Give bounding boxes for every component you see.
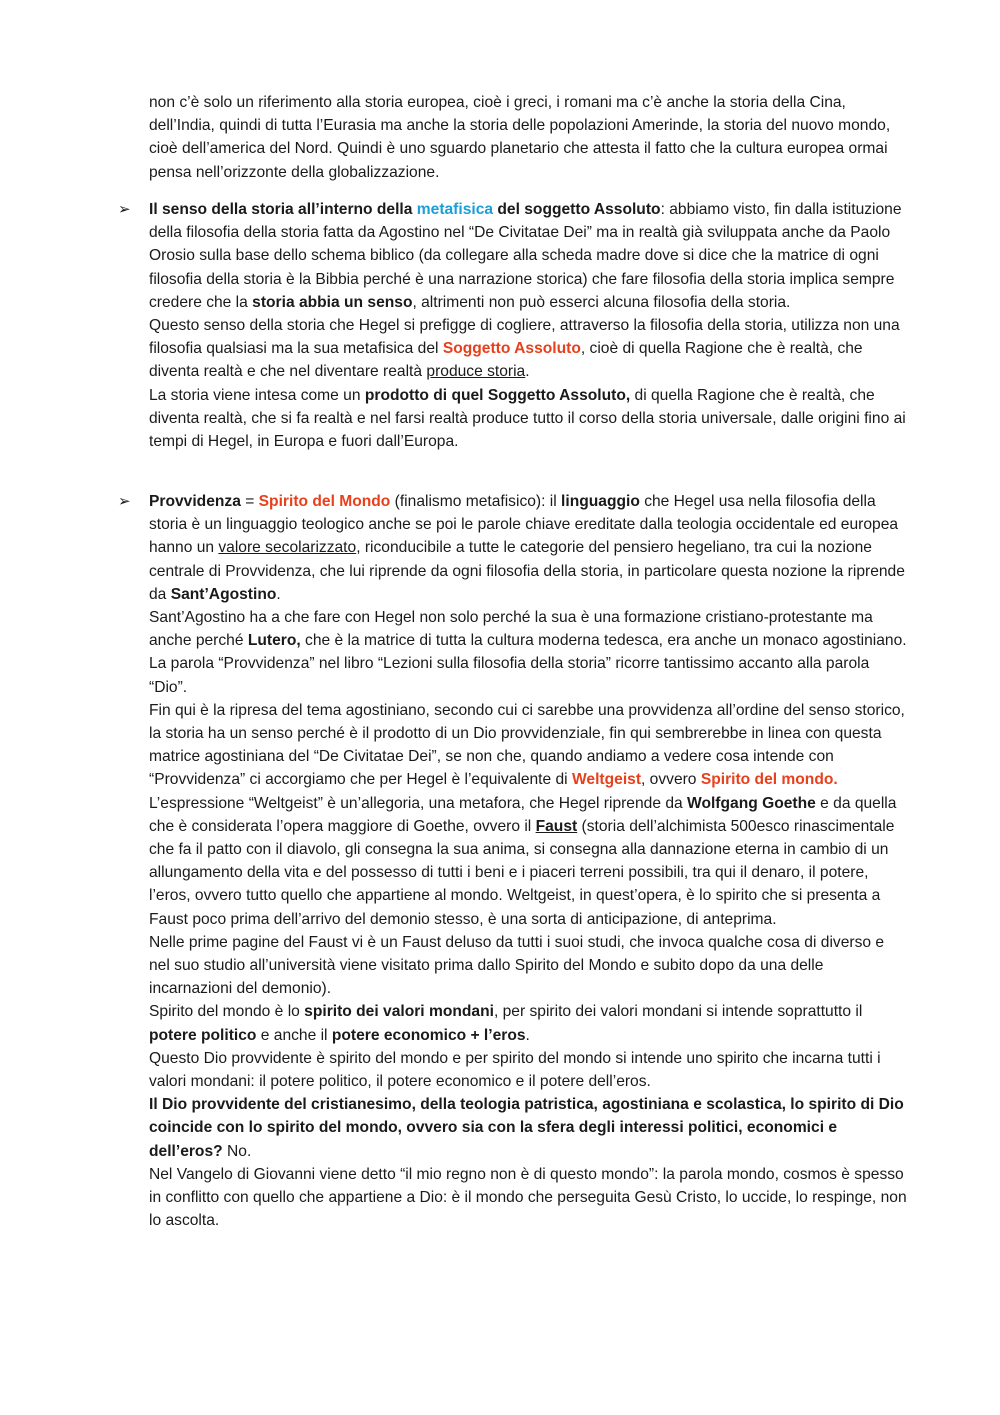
section2-paragraph-9: Il Dio provvidente del cristianesimo, della teologia patristica, agostiniana e scolastica, lo spirito di Dio coincide con lo spirito del mondo, ovvero sia con la sfera degli interessi politici, economici e dell’eros? No. — [149, 1096, 904, 1160]
section1-paragraph-1: Il senso della storia all’interno della metafisica del soggetto Assoluto: abbiamo visto, fin dalla istituzione della filosofia della storia fatta da Agostino nel “De Civitatae Dei” ma in realtà già sviluppata anche da Paolo Orosio sulla base dello schema biblico (da collegare alla scheda madre dove si dice che la matrice di ogni filosofia della storia è la Bibbia perché è una narrazione storica) che fare filosofia della storia implica sempre credere che la storia abbia un senso, altrimenti non può esserci alcuna filosofia della storia. — [149, 201, 902, 311]
section2-paragraph-7: Spirito del mondo è lo spirito dei valori mondani, per spirito dei valori mondani si intende soprattutto il potere politico e anche il potere economico + l’eros. — [149, 1003, 863, 1044]
section2-paragraph-8: Questo Dio provvidente è spirito del mondo e per spirito del mondo si intende uno spirito che incarna tutti i valori mondani: il potere politico, il potere economico e il potere dell’eros. — [149, 1049, 881, 1091]
intro-paragraph — [149, 91, 909, 184]
section2-paragraph-2: Sant’Agostino ha a che fare con Hegel non solo perché la sua è una formazione cristiano-protestante ma anche perché Lutero, che è la matrice di tutta la cultura moderna tedesca, era anche un monaco agostiniano. — [149, 609, 907, 650]
section2-paragraph-3: La parola “Provvidenza” nel libro “Lezioni sulla filosofia della storia” ricorre tantissimo accanto alla parola “Dio”. — [149, 655, 870, 696]
section2-paragraph-1: Provvidenza = Spirito del Mondo (finalismo metafisico): il linguaggio che Hegel usa nella filosofia della storia è un linguaggio teologico anche se poi le parole chiave ereditate dalla teologia occidentale ed europea hanno un valore secolarizzato, riconducibile a tutte le categorie del pensiero hegeliano, tra cui la nozione centrale di Provvidenza, che lui riprende da ogni filosofia della storia, in particolare questa nozione la riprende da Sant’Agostino. — [149, 493, 905, 603]
section2-paragraph-6: Nelle prime pagine del Faust vi è un Faust deluso da tutti i suoi studi, che invoca qualche cosa di diverso e nel suo studio all’università viene visitato prima dallo Spirito del Mondo e subito dopo da una delle incarnazioni del demonio). — [149, 933, 885, 998]
arrow-bullet-icon: ➢ — [118, 200, 131, 218]
section2-paragraph-5: L’espressione “Weltgeist” è un’allegoria, una metafora, che Hegel riprende da Wolfgang Goethe e da quella che è considerata l’opera maggiore di Goethe, ovvero il Faust (storia dell’alchimista 500esco rinascimentale che fa il patto con il diavolo, gli consegna la sua anima, si consegna alla dannazione eterna in cambio di un allungamento della vita e del possesso di tutti i beni e i piaceri terreni possibili, tra qui il denaro, il potere, l’eros, ovvero tutto quello che appartiene al mondo. Weltgeist, in quest’opera, è lo spirito che si presenta a Faust poco prima dell’arrivo del demonio stesso, è una sorta di anticipazione, di anteprima. — [149, 794, 897, 928]
section2-paragraph-10: Nel Vangelo di Giovanni viene detto “il mio regno non è di questo mondo”: la parola mondo, cosmos è spesso in conflitto con quello che appartiene a Dio: è il mondo che perseguita Gesù Cristo, lo uccide, lo respinge, non lo ascolta. — [149, 1165, 907, 1230]
section1-paragraph-2: Questo senso della storia che Hegel si prefigge di cogliere, attraverso la filosofia della storia, utilizza non una filosofia qualsiasi ma la sua metafisica del Soggetto Assoluto, cioè di quella Ragione che è realtà, che diventa realtà e che nel diventare realtà produce storia. — [149, 317, 900, 381]
section-metafisica — [149, 198, 909, 453]
intro-text: non c’è solo un riferimento alla storia europea, cioè i greci, i romani ma c’è anche la storia della Cina, dell’India, quindi di tutta l’Eurasia ma anche la storia delle popolazioni Amerinde, la storia del nuovo mondo, cioè dell’america del Nord. Quindi è uno sguardo planetario che attesta il fatto che la cultura europea ormai pensa nell’orizzonte della globalizzazione. — [149, 94, 891, 181]
section-provvidenza — [149, 490, 909, 1233]
section1-paragraph-3: La storia viene intesa come un prodotto di quel Soggetto Assoluto, di quella Ragione che è realtà, che diventa realtà, che si fa realtà e nel farsi realtà produce tutto il corso della storia universale, dalle origini fino ai tempi di Hegel, in Europa e fuori dall’Europa. — [149, 386, 906, 451]
section2-paragraph-4: Fin qui è la ripresa del tema agostiniano, secondo cui ci sarebbe una provvidenza all’ordine del senso storico, la storia ha un senso perché è il prodotto di un Dio provvidenziale, fin qui sembrerebbe in linea con questa matrice agostiniana del “De Civitatae Dei”, se non che, quando andiamo a vedere cosa intende con “Provvidenza” ci accorgiamo che per Hegel è l’equivalente di Weltgeist, ovvero Spirito del mondo. — [149, 701, 905, 789]
section2-heading: Provvidenza = Spirito del Mondo — [149, 493, 391, 510]
arrow-bullet-icon: ➢ — [118, 492, 131, 510]
section1-heading: Il senso della storia all’interno della metafisica del soggetto Assoluto — [149, 201, 661, 218]
